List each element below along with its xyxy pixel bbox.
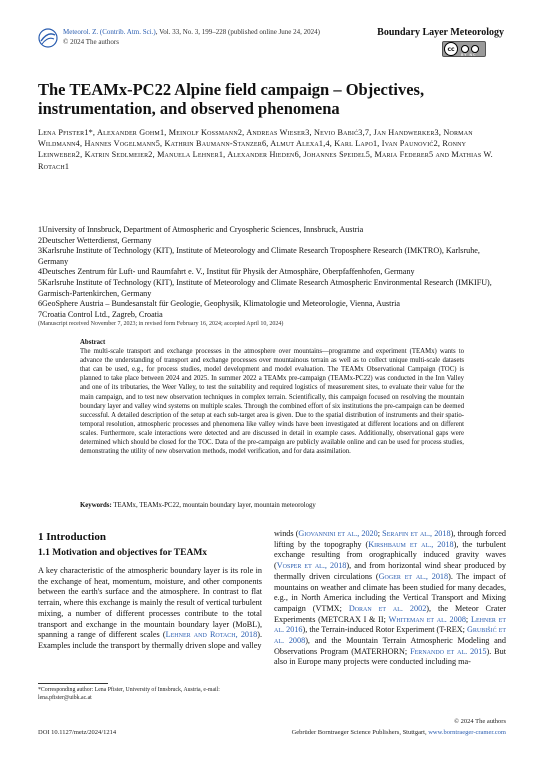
subsection-heading: 1.1 Motivation and objectives for TEAMx <box>38 548 208 558</box>
body-text: ), and the Mountain Terrain Atmospheric Modeling and Observations Program (MATERHORN; <box>274 636 506 656</box>
body-text: ), the turbulent exchange resulting from orographically induced gravity waves ( <box>274 539 506 571</box>
body-text: ; <box>377 529 383 538</box>
footer-publisher <box>292 729 506 736</box>
nc-icon <box>471 45 479 53</box>
body-text: ), the Meteor Crater Experiments (METCRAX I & II; <box>274 603 506 624</box>
abstract-heading: Abstract <box>80 339 106 346</box>
keywords-label: Keywords: <box>80 502 112 509</box>
body-text: A key characteristic of the atmospheric boundary layer is its role in the exchange of heat, momentum, moisture, and other components between the earth's surface and the atmosphere. In contrast to flat terrain, where this exchange is mainly the result of vertical turbulent mixing, a number of different processes contribute to the total transport and exchange in the mountain boundary layer (MoBL), spanning a range of different scales ( <box>38 566 262 640</box>
footer-copyright: © 2024 The authors <box>454 718 506 725</box>
author-list <box>38 127 506 172</box>
affiliation-item: 1University of Innsbruck, Department of Atmospheric and Cryospheric Sciences, Innsbruck, Austria <box>38 225 364 234</box>
affiliation-item: 5Karlsruhe Institute of Technology (KIT), Institute of Meteorology and Climate Research Atmospheric Environmental Research (IMKIFU), Garmisch-Partenkirchen, Germany <box>38 277 492 298</box>
footnote-divider <box>38 683 108 684</box>
citation-link[interactable]: Kirshbaum et al., 2018 <box>368 539 454 549</box>
citation-link[interactable]: Lehner and Rotach, 2018 <box>165 630 258 640</box>
journal-citation <box>63 28 320 36</box>
citation-link[interactable]: Vosper et al., 2018 <box>276 561 347 571</box>
license-badge-text: BY NC <box>461 53 477 57</box>
cc-icon: cc <box>444 42 458 56</box>
publisher-text: Gebrüder Borntraeger Science Publishers, Stuttgart, <box>291 729 429 736</box>
affiliation-item: 4Deutsches Zentrum für Luft- und Raumfahrt e. V., Institut für Physik der Atmosphäre, Oberpfaffenhofen, Germany <box>38 267 415 277</box>
citation-link[interactable]: Goger et al., 2018 <box>378 571 449 581</box>
journal-logo-icon <box>38 27 58 49</box>
abstract <box>80 338 464 456</box>
citation-link[interactable]: Grubišić et al. 2008 <box>274 625 506 646</box>
journal-citation-link[interactable]: Meteorol. Z. (Contrib. Atm. Sci.) <box>63 28 156 36</box>
citation-link[interactable]: Serafin et al., 2018 <box>382 529 451 538</box>
manuscript-dates: (Manuscript received November 7, 2023; in revised form February 16, 2024; accepted April 10, 2024) <box>38 321 284 327</box>
page-header <box>38 27 504 67</box>
affiliation-item: 7Croatia Control Ltd., Zagreb, Croatia <box>38 309 163 319</box>
journal-citation-details: , Vol. 33, No. 3, 199–228 (published online June 24, 2024) <box>155 28 320 36</box>
affiliations <box>38 225 506 320</box>
body-text: ). The impact of mountains on weather and climate has been studied for many decades, e.g., in North America including the Vertical Transport and Mixing campaign (VTMX; <box>274 571 506 613</box>
affiliation-item: 3Karlsruhe Institute of Technology (KIT), Institute of Meteorology and Climate Research Troposphere Research (IMKTRO), Karlsruhe, Germany <box>38 246 480 266</box>
affiliation-item: 2Deutscher Wetterdienst, Germany <box>38 235 152 245</box>
body-text: ; <box>465 614 471 624</box>
affiliation-item: 6GeoSphere Austria – Bundesanstalt für Geologie, Geophysik, Klimatologie und Meteorologie, Vienna, Austria <box>38 299 400 309</box>
by-icon <box>461 45 469 53</box>
cc-license-badge[interactable] <box>442 41 486 57</box>
body-right-column <box>274 529 506 668</box>
citation-link[interactable]: Doran et al. 2002 <box>348 603 427 613</box>
footer-doi[interactable]: DOI 10.1127/metz/2024/1214 <box>38 729 117 736</box>
publisher-link[interactable]: www.borntraeger-cramer.com <box>428 729 506 736</box>
keywords-text: TEAMx, TEAMx-PC22, mountain boundary layer, mountain meteorology <box>111 502 316 509</box>
journal-name: Boundary Layer Meteorology <box>377 27 504 38</box>
body-text: ). But also in Europe many projects were conducted including ma- <box>274 646 506 667</box>
article-title: The TEAMx-PC22 Alpine field campaign – Objectives, instrumentation, and observed phenomena <box>38 80 425 118</box>
corresponding-author-footnote: *Corresponding author: Lena Pfister, University of Innsbruck, Austria, e-mail: lena.pfister@uibk.ac.at <box>38 687 220 701</box>
citation-link[interactable]: Giovannini et al., 2020 <box>298 529 378 538</box>
body-text: ). Examples include the transport by thermally driven slope and valley <box>38 630 262 650</box>
body-text: ), through forced lifting by the topography ( <box>274 529 506 549</box>
citation-link[interactable]: Lehner et al. 2016 <box>274 614 506 635</box>
body-text: ), and from horizontal wind shear produced by thermally driven circulations ( <box>274 561 506 581</box>
abstract-text: The multi-scale transport and exchange processes in the atmosphere over mountains—programme and experiment (TEAMx) wants to advance the understanding of transport and exchange processes over mountainous terrain as well as to collect unique multi-scale datasets that can be used, e.g., for process studies, model development and model evaluation. The TEAMx Observational Campaign (TOC) is planned to take place between 2024 and 2025. In summer 2022 a TEAMx pre-campaign (TEAMx-PC22) was conducted in the Inn Valley and one of its tributaries, the Weer Valley, to test the suitability and required logistics of measurement sites, to evaluate their value for the main campaign, and to test new observation techniques in complex terrain. Scientifically, this campaign focused on resolving the mountain boundary layer and valley wind systems on multiple scales. Through the combined effort of six institutions the pre-campaign can be deemed successful. A detailed description of the setup at each sub-target area is given. Due to the spatial distribution of instruments and their spatio-temporal resolution, atmospheric processes and phenomena like valley winds have been investigated at different locations and on different scales. Furthermore, scale interactions were detected and are discussed in detail in example cases. Additionally, observational gaps were determined which should be closed for the TOC. Data of the pre-campaign are publicly available online and can be used for process studies, demonstrating the utility of new observation methods, model verification, and for data assimilation. <box>80 348 464 456</box>
header-copyright: © 2024 The authors <box>63 38 119 46</box>
citation-link[interactable]: Fernando et al. 2015 <box>410 646 487 656</box>
body-left-column <box>38 566 262 652</box>
citation-link[interactable]: Whiteman et al. 2008 <box>388 614 466 624</box>
section-heading: 1 Introduction <box>38 531 106 543</box>
body-text: winds ( <box>274 529 299 538</box>
body-text: ), the Terrain-induced Rotor Experiment (T-REX; <box>302 625 467 635</box>
author-names: Lena Pfister1*, Alexander Gohm1, Meinolf Kossmann2, Andreas Wieser3, Nevio Babić3,7, Jan Handwerker3, Norman Wildmann4, Hannes Vogelmann5, Kathrin Baumann-Stanzer6, Almut Alexa1,4, Karl Lapo1, Ivan Paunović2, Ronny Leinweber2, Katrin Sedlmeier2, Manuela Lehner1, Alexander Hieden6, Johannes Speidel5, Maria Federer5 and Mathias W. Rotach1 <box>38 128 493 171</box>
keywords <box>80 502 464 509</box>
